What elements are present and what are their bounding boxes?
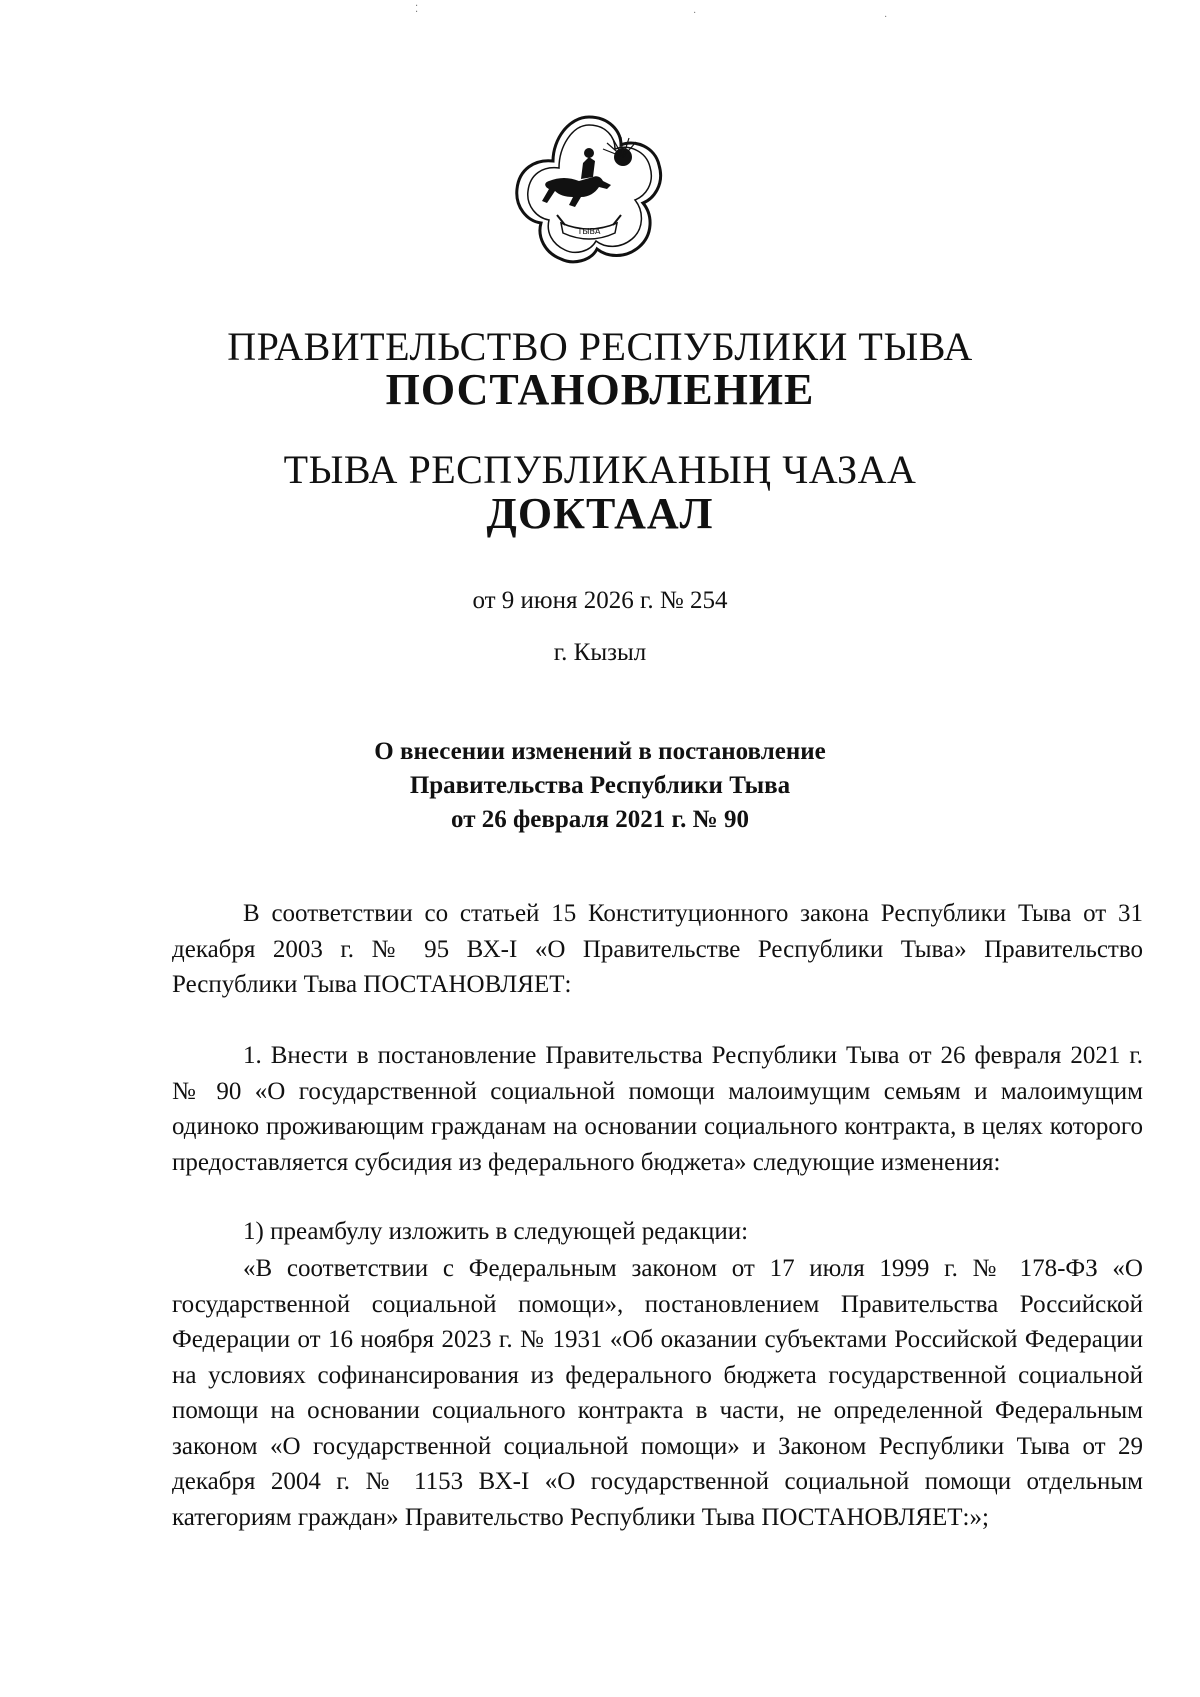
government-name-ru: ПРАВИТЕЛЬСТВО РЕСПУБЛИКИ ТЫВА — [227, 324, 973, 369]
preamble-paragraph — [172, 896, 1143, 1003]
paragraph-text: 1. Внести в постановление Правительства Республики Тыва от 26 февраля 2021 г. № 90 «О государственной социальной помощи малоимущим семьям и малоимущим одиноко проживающим гражданам на основании социального контракта, в целях которого предоставляется субсидия из федерального бюджета» следующие изменения: — [172, 1042, 1143, 1176]
document-date-number: от 9 июня 2026 г. № 254 — [472, 587, 728, 614]
svg-text:ТЫВА: ТЫВА — [577, 227, 601, 236]
scan-speck: · — [693, 8, 697, 19]
quoted-preamble-paragraph — [172, 1251, 1143, 1535]
paragraph-text: В соответствии со статьей 15 Конституционного закона Республики Тыва от 31 декабря 2003 г. № 95 ВХ-I «О Правительстве Республики Тыва» Правительство Республики Тыва ПОСТАНОВЛЯЕТ: — [172, 900, 1143, 998]
scan-speck: · — [884, 12, 888, 23]
title-line: О внесении изменений в постановление — [374, 738, 826, 765]
item-1-1-paragraph — [172, 1214, 1143, 1250]
paragraph-text: «В соответствии с Федеральным законом от 17 июля 1999 г. № 178-ФЗ «О государственной социальной помощи», постановлением Правительства Российской Федерации от 16 ноября 2023 г. № 1931 «Об оказании субъектами Российской Федерации на условиях софинансирования из федерального бюджета государственной социальной помощи на основании социального контракта в части, не определенной Федеральным законом «О государственной социальной помощи» и Законом Республики Тыва от 29 декабря 2004 г. № 1153 ВХ-I «О государственной социальной помощи отдельным категориям граждан» Правительство Республики Тыва ПОСТАНОВЛЯЕТ:»; — [172, 1255, 1143, 1531]
government-name-tv: ТЫВА РЕСПУБЛИКАНЫҢ ЧАЗАА — [283, 447, 917, 492]
item-1-paragraph — [172, 1038, 1143, 1180]
coat-of-arms-icon — [509, 111, 669, 271]
document-title — [0, 735, 1200, 837]
title-line: от 26 февраля 2021 г. № 90 — [451, 806, 749, 833]
document-type-ru: ПОСТАНОВЛЕНИЕ — [385, 365, 815, 414]
document-type-tv: ДОКТААЛ — [486, 489, 714, 538]
title-line: Правительства Республики Тыва — [409, 772, 791, 799]
document-city: г. Кызыл — [553, 639, 647, 666]
scan-speck: ⁚ — [415, 4, 419, 15]
paragraph-text: 1) преамбулу изложить в следующей редакции: — [243, 1218, 749, 1245]
